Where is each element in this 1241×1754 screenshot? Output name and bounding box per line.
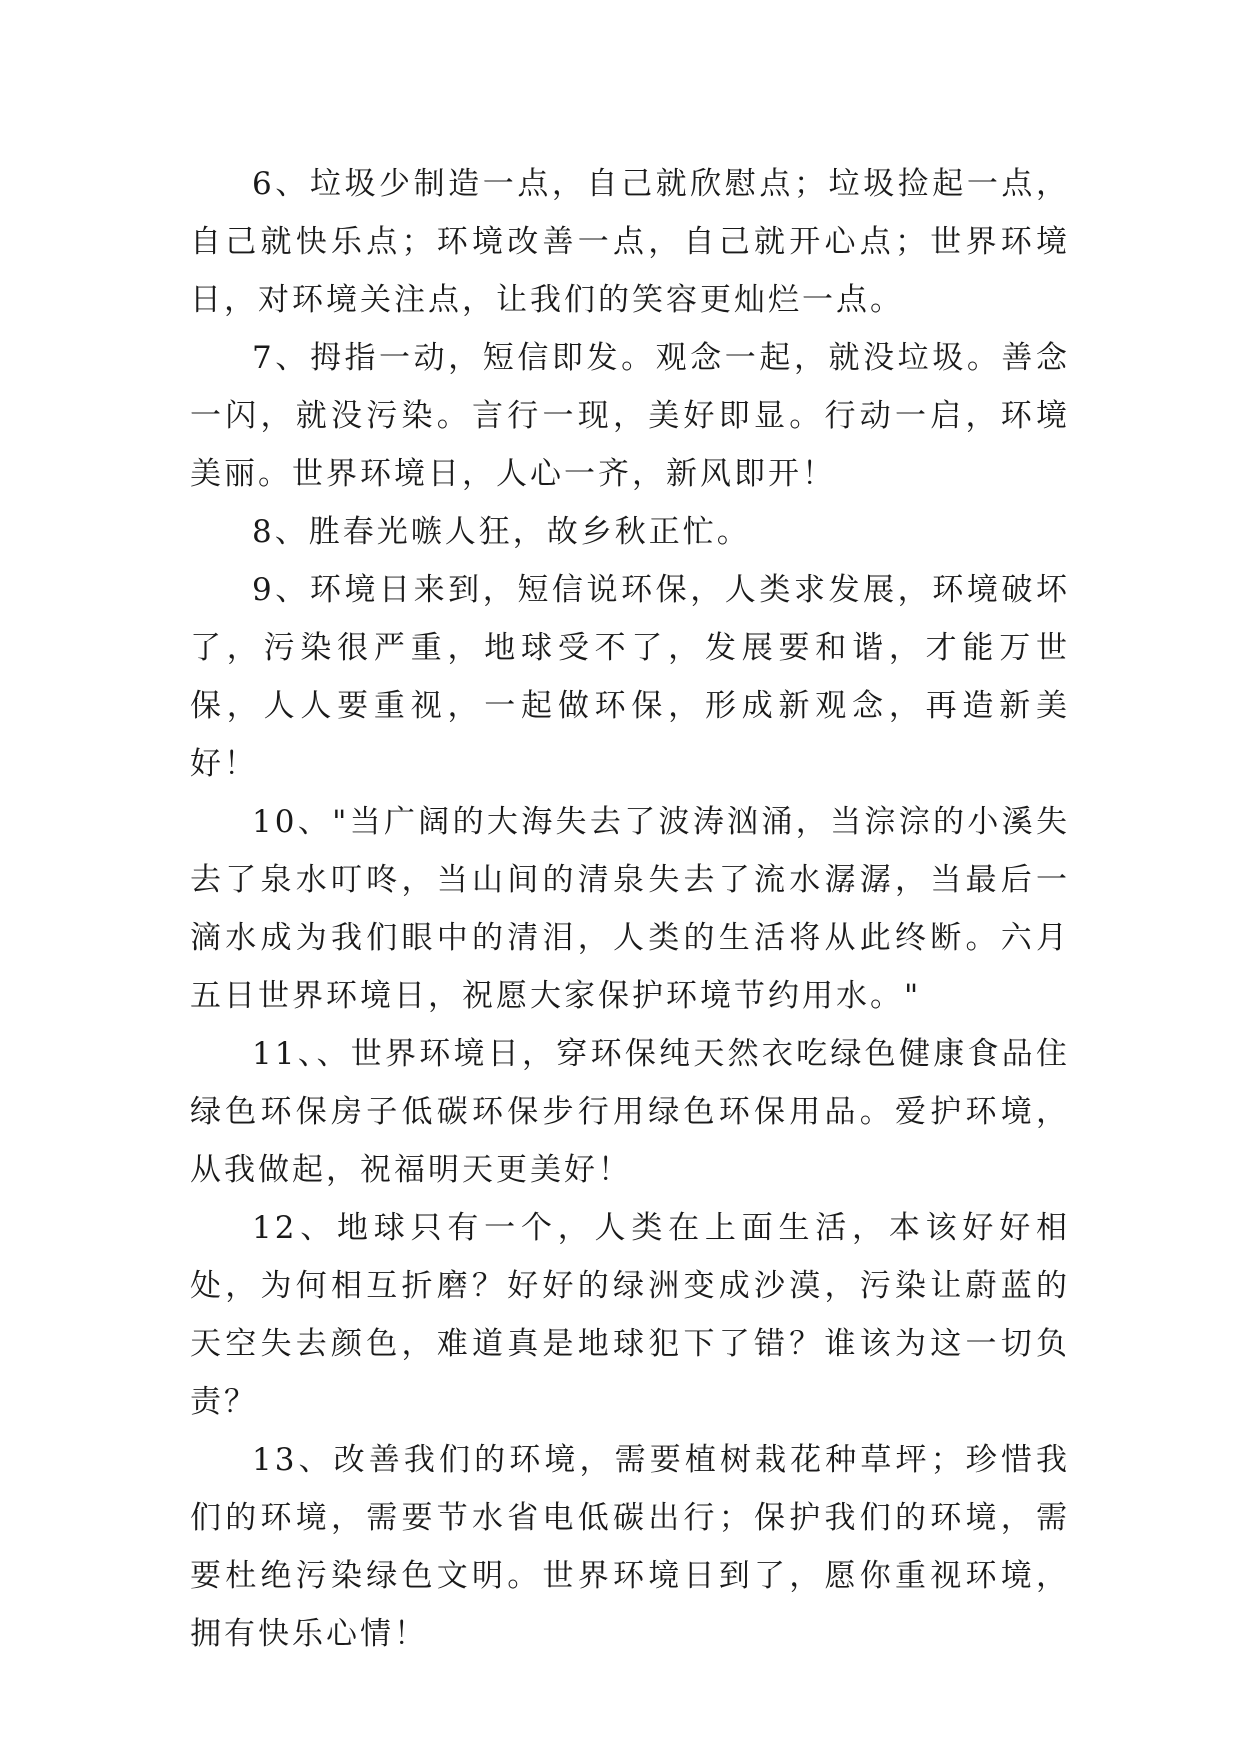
paragraph-13: 13、改善我们的环境，需要植树栽花种草坪；珍惜我们的环境，需要节水省电低碳出行；保护我们的环境，需要杜绝污染绿色文明。世界环境日到了，愿你重视环境，拥有快乐心情！	[190, 1442, 1070, 1652]
paragraph-9: 9、环境日来到，短信说环保，人类求发展，环境破坏了，污染很严重，地球受不了，发展要和谐，才能万世保，人人要重视，一起做环保，形成新观念，再造新美好！	[190, 572, 1070, 782]
paragraph-10: 10、"当广阔的大海失去了波涛汹涌，当淙淙的小溪失去了泉水叮咚，当山间的清泉失去了流水潺潺，当最后一滴水成为我们眼中的清泪，人类的生活将从此终断。六月五日世界环境日，祝愿大家保护环境节约用水。"	[190, 804, 1070, 1014]
paragraph-8: 8、胜春光嗾人狂，故乡秋正忙。	[252, 514, 751, 550]
paragraph-7: 7、拇指一动，短信即发。观念一起，就没垃圾。善念一闪，就没污染。言行一现，美好即显。行动一启，环境美丽。世界环境日，人心一齐，新风即开！	[190, 340, 1070, 492]
paragraph-11: 11、、世界环境日，穿环保纯天然衣吃绿色健康食品住绿色环保房子低碳环保步行用绿色环保用品。爱护环境，从我做起，祝福明天更美好！	[190, 1036, 1070, 1188]
paragraph-12: 12、地球只有一个，人类在上面生活，本该好好相处，为何相互折磨？好好的绿洲变成沙漠，污染让蔚蓝的天空失去颜色，难道真是地球犯下了错？谁该为这一切负责？	[190, 1210, 1070, 1420]
document-body	[190, 155, 1070, 1663]
paragraph-6: 6、垃圾少制造一点，自己就欣慰点；垃圾捡起一点，自己就快乐点；环境改善一点，自己就开心点；世界环境日，对环境关注点，让我们的笑容更灿烂一点。	[190, 166, 1070, 318]
